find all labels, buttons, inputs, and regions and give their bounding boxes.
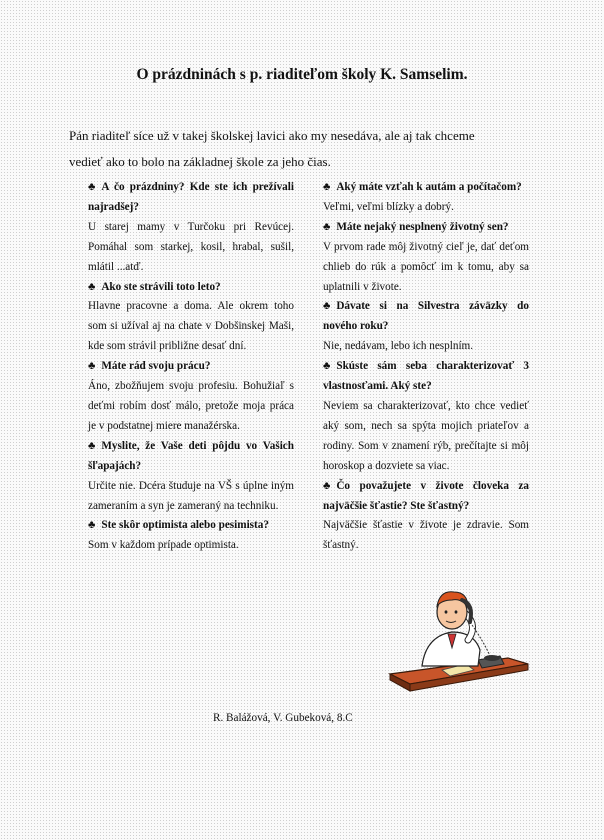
interview-question (323, 297, 529, 337)
club-bullet-icon: ♣ (88, 360, 96, 373)
club-bullet-icon: ♣ (323, 360, 331, 373)
question-text: A čo prázdniny? Kde ste ich prežívali najradšej? (88, 181, 294, 213)
intro-line: vedieť ako to bolo na základnej škole za jeho čias. (69, 154, 331, 169)
question-text: Myslite, že Vaše deti pôjdu vo Vašich šľapajách? (88, 439, 294, 472)
question-text: Čo považujete v živote človeka za najväčšie šťastie? Ste šťastný? (323, 479, 529, 512)
interview-question (323, 218, 529, 238)
club-bullet-icon: ♣ (323, 220, 331, 233)
club-bullet-icon: ♣ (88, 519, 96, 532)
interview-answer: Najväčšie šťastie v živote je zdravie. Som šťastný. (323, 519, 529, 552)
intro-line: Pán riaditeľ síce už v takej školskej lavici ako my nesedáva, ale aj tak chceme (69, 128, 475, 143)
author-signature: R. Balážová, V. Gubeková, 8.C (213, 712, 353, 724)
right-column (323, 178, 529, 556)
interview-answer: V prvom rade môj životný cieľ je, dať deťom chlieb do rúk a pomôcť im k tomu, aby sa uplatnili v živote. (323, 240, 529, 293)
question-text: Máte rád svoju prácu? (101, 360, 211, 373)
question-text: Skúste sám seba charakterizovať 3 vlastnosťami. Aký ste? (323, 360, 529, 393)
question-text: Aký máte vzťah k autám a počítačom? (336, 181, 522, 193)
club-bullet-icon: ♣ (323, 181, 331, 193)
interview-question (323, 477, 529, 517)
man-on-telephone-illustration (382, 578, 532, 698)
interview-answer: Som v každom prípade optimista. (88, 539, 239, 552)
interview-answer: Áno, zbožňujem svoju profesiu. Bohužiaľ s deťmi robím dosť málo, pretože moja práca je v podstatnej miere manažérska. (88, 380, 294, 432)
interview-answer: Neviem sa charakterizovať, kto chce vedieť aký som, nech sa spýta mojich priateľov a rodiny. Som v znamení rýb, prečítajte si môj horoskop a dozviete sa viac. (323, 399, 529, 472)
club-bullet-icon: ♣ (323, 479, 331, 492)
interview-question (88, 178, 294, 218)
interview-answer: Hlavne pracovne a doma. Ale okrem toho som si užíval aj na chate v Dobšinskej Maši, kde som strávil približne desať dní. (88, 300, 294, 353)
interview-question (88, 437, 294, 477)
question-text: Ako ste strávili toto leto? (101, 280, 221, 293)
intro-paragraph (66, 123, 536, 175)
club-bullet-icon: ♣ (88, 280, 96, 293)
club-bullet-icon: ♣ (88, 439, 96, 452)
question-text: Máte nejaký nesplnený životný sen? (336, 220, 509, 233)
left-column (88, 178, 294, 556)
interview-answer: Veľmi, veľmi blízky a dobrý. (323, 200, 454, 213)
club-bullet-icon: ♣ (88, 181, 96, 193)
interview-question (88, 278, 294, 298)
interview-answer: Určite nie. Dcéra študuje na VŠ s úplne iným zameraním a syn je zameraný na techniku. (88, 479, 294, 512)
question-text: Dávate si na Silvestra záväzky do nového roku? (323, 300, 529, 333)
question-text: Ste skôr optimista alebo pesimista? (101, 519, 269, 532)
interview-question (88, 357, 294, 377)
interview-answer: Nie, nedávam, lebo ich nesplním. (323, 340, 474, 353)
interview-answer: U starej mamy v Turčoku pri Revúcej. Pomáhal som starkej, kosil, hrabal, sušil, mlátil ...atď. (88, 220, 294, 273)
interview-question (323, 357, 529, 397)
club-bullet-icon: ♣ (323, 300, 331, 313)
interview-question (323, 178, 529, 198)
interview-question (88, 516, 294, 536)
article-title: O prázdninách s p. riaditeľom školy K. Samselim. (136, 66, 468, 83)
